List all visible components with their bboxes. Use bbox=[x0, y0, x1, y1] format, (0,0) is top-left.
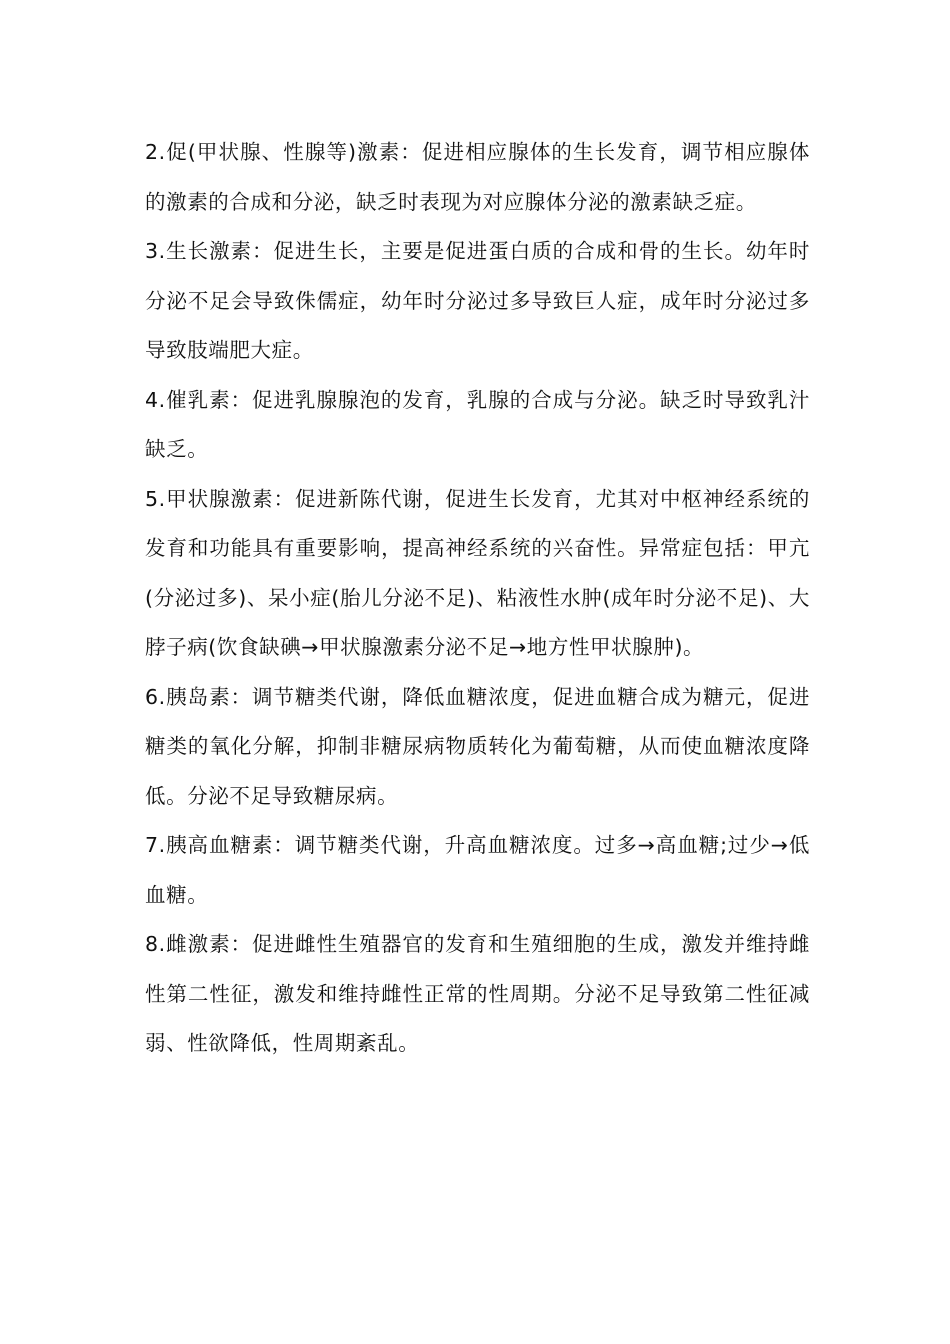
paragraph-growth-hormone: 3.生长激素：促进生长，主要是促进蛋白质的合成和骨的生长。幼年时分泌不足会导致侏儒症，幼年时分泌过多导致巨人症，成年时分泌过多导致肢端肥大症。 bbox=[145, 239, 810, 362]
paragraph-gonadotropic-hormone: 2.促(甲状腺、性腺等)激素：促进相应腺体的生长发育，调节相应腺体的激素的合成和分泌，缺乏时表现为对应腺体分泌的激素缺乏症。 bbox=[145, 140, 810, 214]
paragraph-thyroid-hormone: 5.甲状腺激素：促进新陈代谢，促进生长发育，尤其对中枢神经系统的发育和功能具有重要影响，提高神经系统的兴奋性。异常症包括：甲亢(分泌过多)、呆小症(胎儿分泌不足)、粘液性水肿(成年时分泌不足)、大脖子病(饮食缺碘→甲状腺激素分泌不足→地方性甲状腺肿)。 bbox=[145, 486, 810, 659]
paragraph-estrogen: 8.雌激素：促进雌性生殖器官的发育和生殖细胞的生成，激发并维持雌性第二性征，激发和维持雌性正常的性周期。分泌不足导致第二性征减弱、性欲降低，性周期紊乱。 bbox=[145, 932, 810, 1055]
paragraph-prolactin: 4.催乳素：促进乳腺腺泡的发育，乳腺的合成与分泌。缺乏时导致乳汁缺乏。 bbox=[145, 387, 810, 461]
paragraph-glucagon: 7.胰高血糖素：调节糖类代谢，升高血糖浓度。过多→高血糖;过少→低血糖。 bbox=[145, 833, 810, 907]
document-body bbox=[145, 128, 810, 1069]
paragraph-insulin: 6.胰岛素：调节糖类代谢，降低血糖浓度，促进血糖合成为糖元，促进糖类的氧化分解，抑制非糖尿病物质转化为葡萄糖，从而使血糖浓度降低。分泌不足导致糖尿病。 bbox=[145, 684, 810, 808]
